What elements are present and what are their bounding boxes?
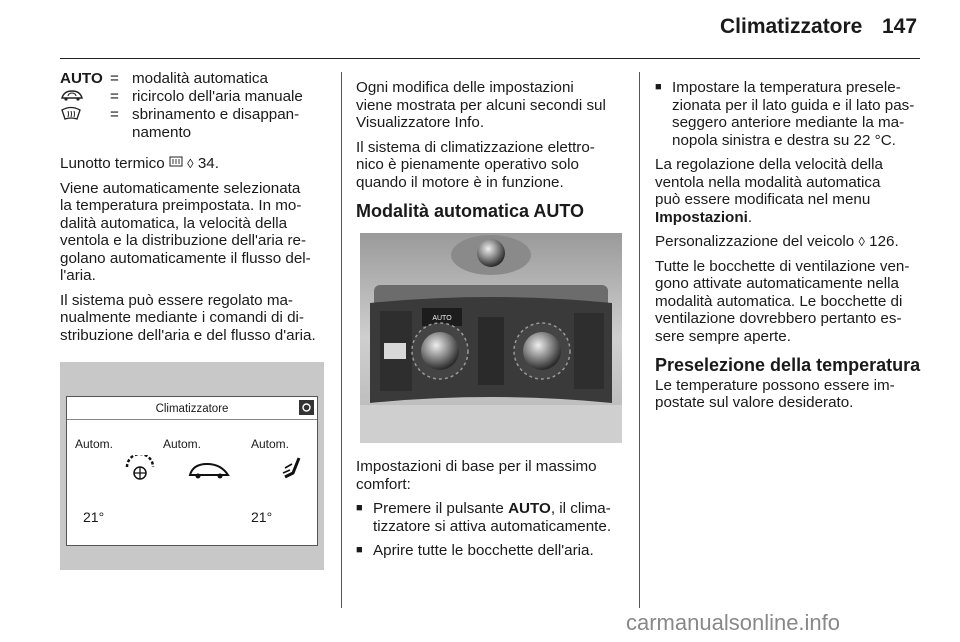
column-2	[356, 79, 632, 229]
auto-label-vents: Autom.	[251, 437, 290, 451]
auto-symbol: AUTO	[60, 70, 103, 87]
auto-label-fan: Autom.	[75, 437, 114, 451]
para-auto-description: Viene automaticamente selezionata la temperatura preimpostata. In mo- dalità automatica, la velocità della ventola e la distribuzione dell'aria re- golano automaticamente il flusso del- l'aria.	[60, 179, 311, 284]
seat-airflow-icon	[279, 455, 305, 490]
bullet-press-auto: ■ Premere il pulsante AUTO, il clima- tizzatore si attiva automaticamente.	[356, 500, 612, 535]
bullet-square-icon: ■	[655, 81, 662, 93]
temp-left: 21°	[83, 509, 105, 525]
heading-temp-preselection: Preselezione della temperatura	[655, 355, 921, 375]
page-ref-arrow-icon: ◊	[187, 156, 194, 171]
para-temp-values: Le temperature possono essere im- postate sul valore desiderato.	[655, 376, 895, 411]
temp-right: 21°	[251, 509, 273, 525]
para-engine-running: Il sistema di climatizzazione elettro- nico è pienamente operativo solo quando il motore è in funzione.	[356, 138, 595, 191]
info-display-illustration	[60, 362, 324, 570]
legend-text: modalità automatica	[132, 70, 268, 87]
para-fan-speed: La regolazione della velocità della ventola nella modalità automatica può essere modificata nel menu Impostazioni.	[655, 156, 883, 226]
settings-icon	[299, 400, 314, 415]
page-number: 147	[882, 15, 918, 38]
header-rule	[60, 58, 920, 59]
para-vents: Tutte le bocchette di ventilazione ven- gono attivate automaticamente nella modalità automatica. Le bocchette di ventilazione dovrebbero pertanto es- sere sempre aperte.	[655, 257, 910, 345]
para-info-display: Ogni modifica delle impostazioni viene mostrata per alcuni secondi sul Visualizzatore Info.	[356, 79, 606, 131]
defrost-icon	[60, 106, 110, 127]
legend-row-defrost	[60, 106, 336, 141]
control-panel-photo	[360, 233, 622, 443]
para-manual-adjust: Il sistema può essere regolato ma- nualmente mediante i comandi di di- stribuzione dell'aria e del flusso d'aria.	[60, 291, 316, 344]
legend-text: sbrinamento e disappan- namento	[132, 106, 300, 141]
column-1	[60, 70, 336, 351]
bullet-square-icon: ■	[356, 544, 363, 556]
column-2-lower	[356, 458, 632, 567]
legend-row-auto	[60, 70, 336, 88]
screen-title: Climatizzatore	[155, 403, 229, 415]
recirculation-icon	[60, 88, 110, 107]
equals-sign: =	[110, 106, 119, 123]
watermark: carmanualsonline.info	[626, 610, 841, 635]
equals-sign: =	[110, 87, 119, 105]
rear-window-heater-icon	[169, 155, 183, 172]
air-distribution-icon	[187, 459, 231, 486]
lunotto-line: Lunotto termico ◊ 34.	[60, 155, 219, 172]
equals-sign: =	[110, 70, 119, 87]
column-divider-2	[639, 72, 640, 608]
bullet-set-temperature: ■ Impostare la temperatura presele- zionata per il lato guida e il lato pas- seggero anteriore mediante la ma- nopola sinistra e destra su 22 °C.	[655, 79, 915, 149]
photo-auto-button: AUTO	[432, 315, 452, 322]
legend-row-recirculation	[60, 88, 336, 107]
bullet-square-icon: ■	[356, 502, 363, 514]
para-base-settings: Impostazioni di base per il massimo comfort:	[356, 458, 597, 493]
page-ref-arrow-icon: ◊	[858, 234, 865, 249]
heading-auto-mode: Modalità automatica AUTO	[356, 201, 585, 221]
bullet-open-vents: ■ Aprire tutte le bocchette dell'aria.	[356, 542, 594, 559]
screen-divider	[67, 419, 317, 420]
column-3	[655, 79, 925, 419]
fan-speed-icon	[123, 455, 157, 488]
auto-label-distribution: Autom.	[163, 437, 202, 451]
chapter-title: Climatizzatore	[720, 15, 863, 38]
column-divider-1	[341, 72, 342, 608]
climate-screen	[66, 396, 318, 546]
para-personalization: Personalizzazione del veicolo ◊ 126.	[655, 233, 899, 250]
legend-text: ricircolo dell'aria manuale	[132, 87, 303, 105]
page-header	[0, 15, 960, 45]
